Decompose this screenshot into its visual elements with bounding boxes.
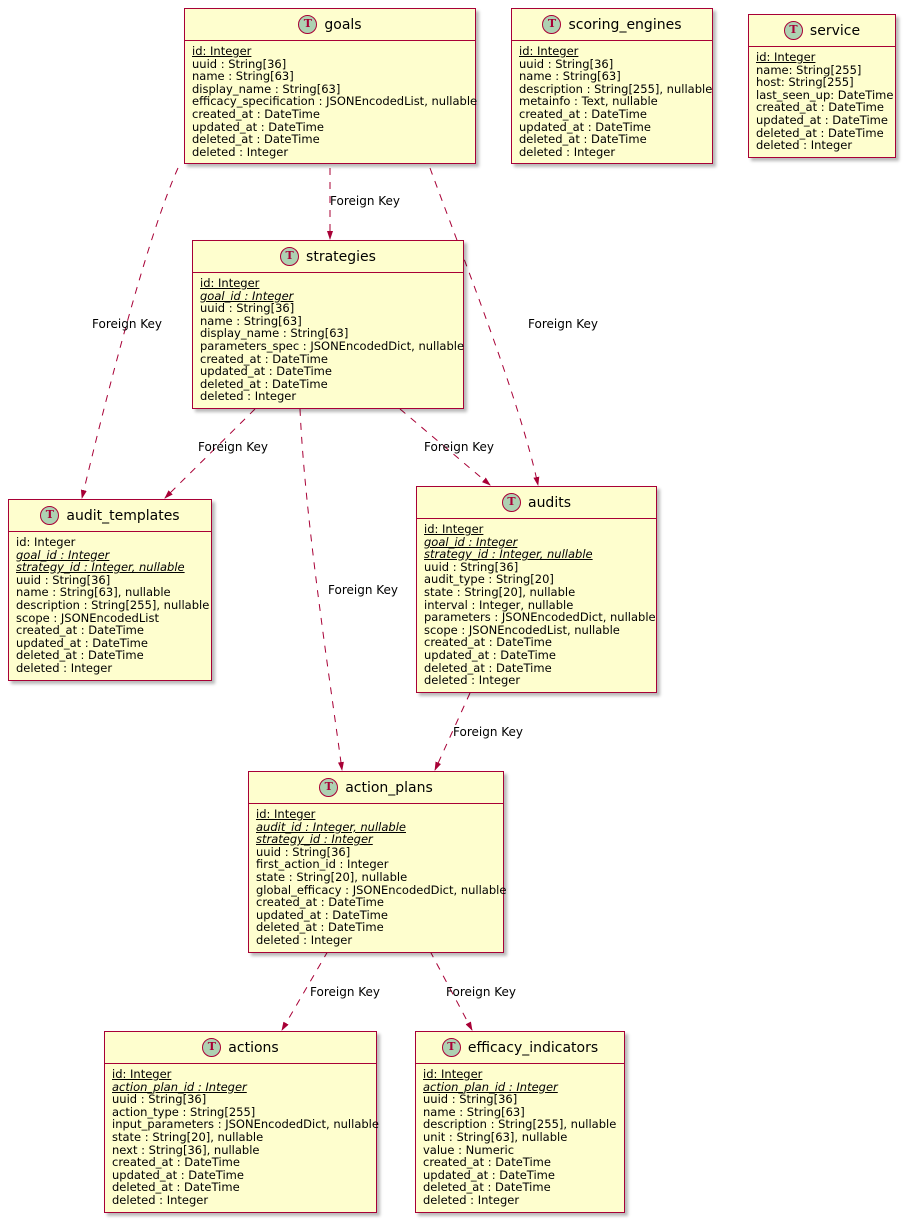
table-icon: T	[542, 15, 561, 34]
entity-title: efficacy_indicators	[467, 1039, 599, 1056]
entity-field: parameters : JSONEncodedDict, nullable	[424, 610, 656, 625]
entity-field: deleted : Integer	[112, 1192, 209, 1207]
entity-field: host: String[255]	[756, 75, 854, 90]
table-icon: T	[40, 506, 59, 525]
entity-field: goal_id : Integer	[424, 534, 518, 549]
entity-strategies[interactable]	[192, 240, 464, 409]
entity-scoring_engines[interactable]	[511, 8, 713, 164]
entity-header	[185, 9, 475, 41]
entity-field: created_at : DateTime	[192, 106, 320, 121]
entity-field: updated_at : DateTime	[519, 119, 651, 134]
entity-field: state : String[20], nullable	[112, 1129, 264, 1144]
entity-field-list	[749, 47, 895, 157]
edge-label: Foreign Key	[198, 440, 268, 454]
entity-field: id: Integer	[423, 1067, 483, 1081]
entity-field: updated_at : DateTime	[200, 364, 332, 379]
entity-field: deleted : Integer	[192, 144, 289, 159]
entity-field-list	[193, 273, 463, 408]
entity-field: id: Integer	[519, 44, 579, 58]
entity-field: scope : JSONEncodedList, nullable	[424, 622, 620, 637]
entity-service[interactable]	[748, 14, 896, 158]
entity-field: id: Integer	[192, 44, 252, 58]
table-icon: T	[298, 15, 317, 34]
entity-field: description : String[255], nullable	[16, 597, 210, 612]
entity-field: updated_at : DateTime	[424, 647, 556, 662]
entity-field: created_at : DateTime	[519, 106, 647, 121]
entity-field: deleted_at : DateTime	[200, 376, 328, 391]
entity-title: strategies	[306, 248, 376, 265]
edge-label: Foreign Key	[424, 440, 494, 454]
entity-field: deleted_at : DateTime	[192, 132, 320, 147]
entity-field: uuid : String[36]	[256, 844, 351, 859]
entity-field: action_plan_id : Integer	[423, 1079, 558, 1094]
table-icon: T	[442, 1038, 461, 1057]
edge-label: Foreign Key	[328, 583, 398, 597]
entity-header	[416, 1032, 624, 1064]
entity-field: uuid : String[36]	[200, 301, 295, 316]
entity-field: created_at : DateTime	[200, 351, 328, 366]
entity-title: actions	[228, 1039, 279, 1056]
entity-field: updated_at : DateTime	[16, 635, 148, 650]
table-icon: T	[784, 21, 803, 40]
entity-field: efficacy_specification : JSONEncodedList, nullable	[192, 94, 478, 109]
entity-field: id: Integer	[112, 1067, 172, 1081]
entity-field: created_at : DateTime	[423, 1155, 551, 1170]
entity-field-list	[416, 1064, 624, 1212]
entity-field: name : String[63]	[200, 313, 302, 328]
edge-label: Foreign Key	[310, 985, 380, 999]
entity-goals[interactable]	[184, 8, 476, 164]
entity-field: display_name : String[63]	[192, 81, 341, 96]
entity-header	[9, 500, 211, 532]
entity-field: created_at : DateTime	[424, 635, 552, 650]
table-icon: T	[502, 493, 521, 512]
entity-field: interval : Integer, nullable	[424, 597, 574, 612]
entity-title: service	[809, 22, 861, 39]
entity-field: goal_id : Integer	[16, 547, 110, 562]
entity-field: created_at : DateTime	[756, 100, 884, 115]
entity-title: audits	[527, 494, 571, 511]
entity-field: deleted : Integer	[423, 1192, 520, 1207]
entity-field: unit : String[63], nullable	[423, 1129, 568, 1144]
entity-field: strategy_id : Integer, nullable	[424, 547, 593, 562]
entity-field: goal_id : Integer	[200, 288, 294, 303]
entity-actions[interactable]	[104, 1031, 377, 1213]
edge-label: Foreign Key	[528, 317, 598, 331]
entity-field: strategy_id : Integer	[256, 832, 373, 847]
entity-field: deleted_at : DateTime	[256, 920, 384, 935]
entity-title: goals	[324, 16, 362, 33]
entity-field: description : String[255], nullable	[423, 1117, 617, 1132]
entity-field: name : String[63]	[519, 69, 621, 84]
edge-label: Foreign Key	[330, 194, 400, 208]
entity-field: name : String[63], nullable	[16, 585, 171, 600]
entity-field: scope : JSONEncodedList	[16, 610, 159, 625]
entity-field: metainfo : Text, nullable	[519, 94, 658, 109]
entity-field: deleted : Integer	[200, 389, 297, 404]
entity-field: uuid : String[36]	[423, 1092, 518, 1107]
entity-field: created_at : DateTime	[112, 1155, 240, 1170]
entity-header	[417, 487, 656, 519]
entity-title: audit_templates	[66, 507, 180, 524]
entity-field: uuid : String[36]	[192, 56, 287, 71]
entity-field: deleted : Integer	[519, 144, 616, 159]
entity-field-list	[9, 532, 211, 680]
entity-field: state : String[20], nullable	[256, 869, 408, 884]
entity-field: deleted_at : DateTime	[112, 1180, 240, 1195]
entity-field: last_seen_up: DateTime	[756, 87, 894, 102]
entity-header	[193, 241, 463, 273]
entity-field-list	[249, 804, 507, 952]
entity-field: deleted_at : DateTime	[519, 132, 647, 147]
entity-field-list	[512, 41, 712, 163]
entity-field: value : Numeric	[423, 1142, 515, 1157]
entity-field-list	[185, 41, 478, 163]
entity-field: id: Integer	[256, 807, 316, 821]
edge-audit_templates-to-goals	[82, 168, 178, 498]
entity-field: id: Integer	[200, 276, 260, 290]
entity-field: deleted : Integer	[256, 932, 353, 947]
edge-label: Foreign Key	[92, 317, 162, 331]
entity-field: audit_id : Integer, nullable	[256, 819, 406, 834]
entity-title: action_plans	[345, 779, 433, 796]
entity-header	[749, 15, 895, 47]
table-icon: T	[202, 1038, 221, 1057]
entity-field: name: String[255]	[756, 62, 862, 77]
entity-field: name : String[63]	[423, 1104, 525, 1119]
entity-field: deleted_at : DateTime	[16, 648, 144, 663]
entity-field-list	[105, 1064, 379, 1212]
entity-field: updated_at : DateTime	[256, 907, 388, 922]
entity-field: deleted : Integer	[756, 138, 853, 153]
entity-field: uuid : String[36]	[16, 572, 111, 587]
entity-field: created_at : DateTime	[16, 623, 144, 638]
entity-field: deleted : Integer	[16, 660, 113, 675]
entity-field: updated_at : DateTime	[192, 119, 324, 134]
edge-label: Foreign Key	[446, 985, 516, 999]
entity-field: deleted_at : DateTime	[756, 125, 884, 140]
entity-audit_templates[interactable]	[8, 499, 212, 681]
entity-field: deleted_at : DateTime	[424, 660, 552, 675]
table-icon: T	[319, 778, 338, 797]
entity-field: display_name : String[63]	[200, 326, 349, 341]
entity-field: uuid : String[36]	[424, 559, 519, 574]
entity-field-list	[417, 519, 656, 692]
entity-field: uuid : String[36]	[112, 1092, 207, 1107]
entity-field: id: Integer	[424, 522, 484, 536]
entity-audits[interactable]	[416, 486, 657, 693]
entity-field: first_action_id : Integer	[256, 857, 389, 872]
table-icon: T	[280, 247, 299, 266]
entity-header	[249, 772, 503, 804]
entity-field: parameters_spec : JSONEncodedDict, nullable	[200, 338, 465, 353]
entity-field: deleted_at : DateTime	[423, 1180, 551, 1195]
entity-field: id: Integer	[16, 535, 76, 549]
entity-field: deleted : Integer	[424, 673, 521, 688]
entity-action_plans[interactable]	[248, 771, 507, 953]
entity-field: uuid : String[36]	[519, 56, 614, 71]
entity-efficacy_indicators[interactable]	[415, 1031, 625, 1213]
entity-field: updated_at : DateTime	[756, 112, 888, 127]
entity-field: description : String[255], nullable	[519, 81, 713, 96]
entity-field: updated_at : DateTime	[423, 1167, 555, 1182]
entity-field: next : String[36], nullable	[112, 1142, 260, 1157]
entity-field: action_type : String[255]	[112, 1104, 256, 1119]
entity-field: audit_type : String[20]	[424, 572, 554, 587]
edge-label: Foreign Key	[453, 725, 523, 739]
entity-field: name : String[63]	[192, 69, 294, 84]
entity-field: updated_at : DateTime	[112, 1167, 244, 1182]
entity-field: created_at : DateTime	[256, 895, 384, 910]
entity-field: global_efficacy : JSONEncodedDict, nullable	[256, 882, 507, 897]
entity-field: action_plan_id : Integer	[112, 1079, 247, 1094]
entity-title: scoring_engines	[568, 16, 682, 33]
entity-field: input_parameters : JSONEncodedDict, nullable	[112, 1117, 379, 1132]
entity-field: state : String[20], nullable	[424, 584, 576, 599]
entity-header	[512, 9, 712, 41]
entity-field: id: Integer	[756, 50, 816, 64]
entity-field: strategy_id : Integer, nullable	[16, 560, 185, 575]
entity-header	[105, 1032, 376, 1064]
